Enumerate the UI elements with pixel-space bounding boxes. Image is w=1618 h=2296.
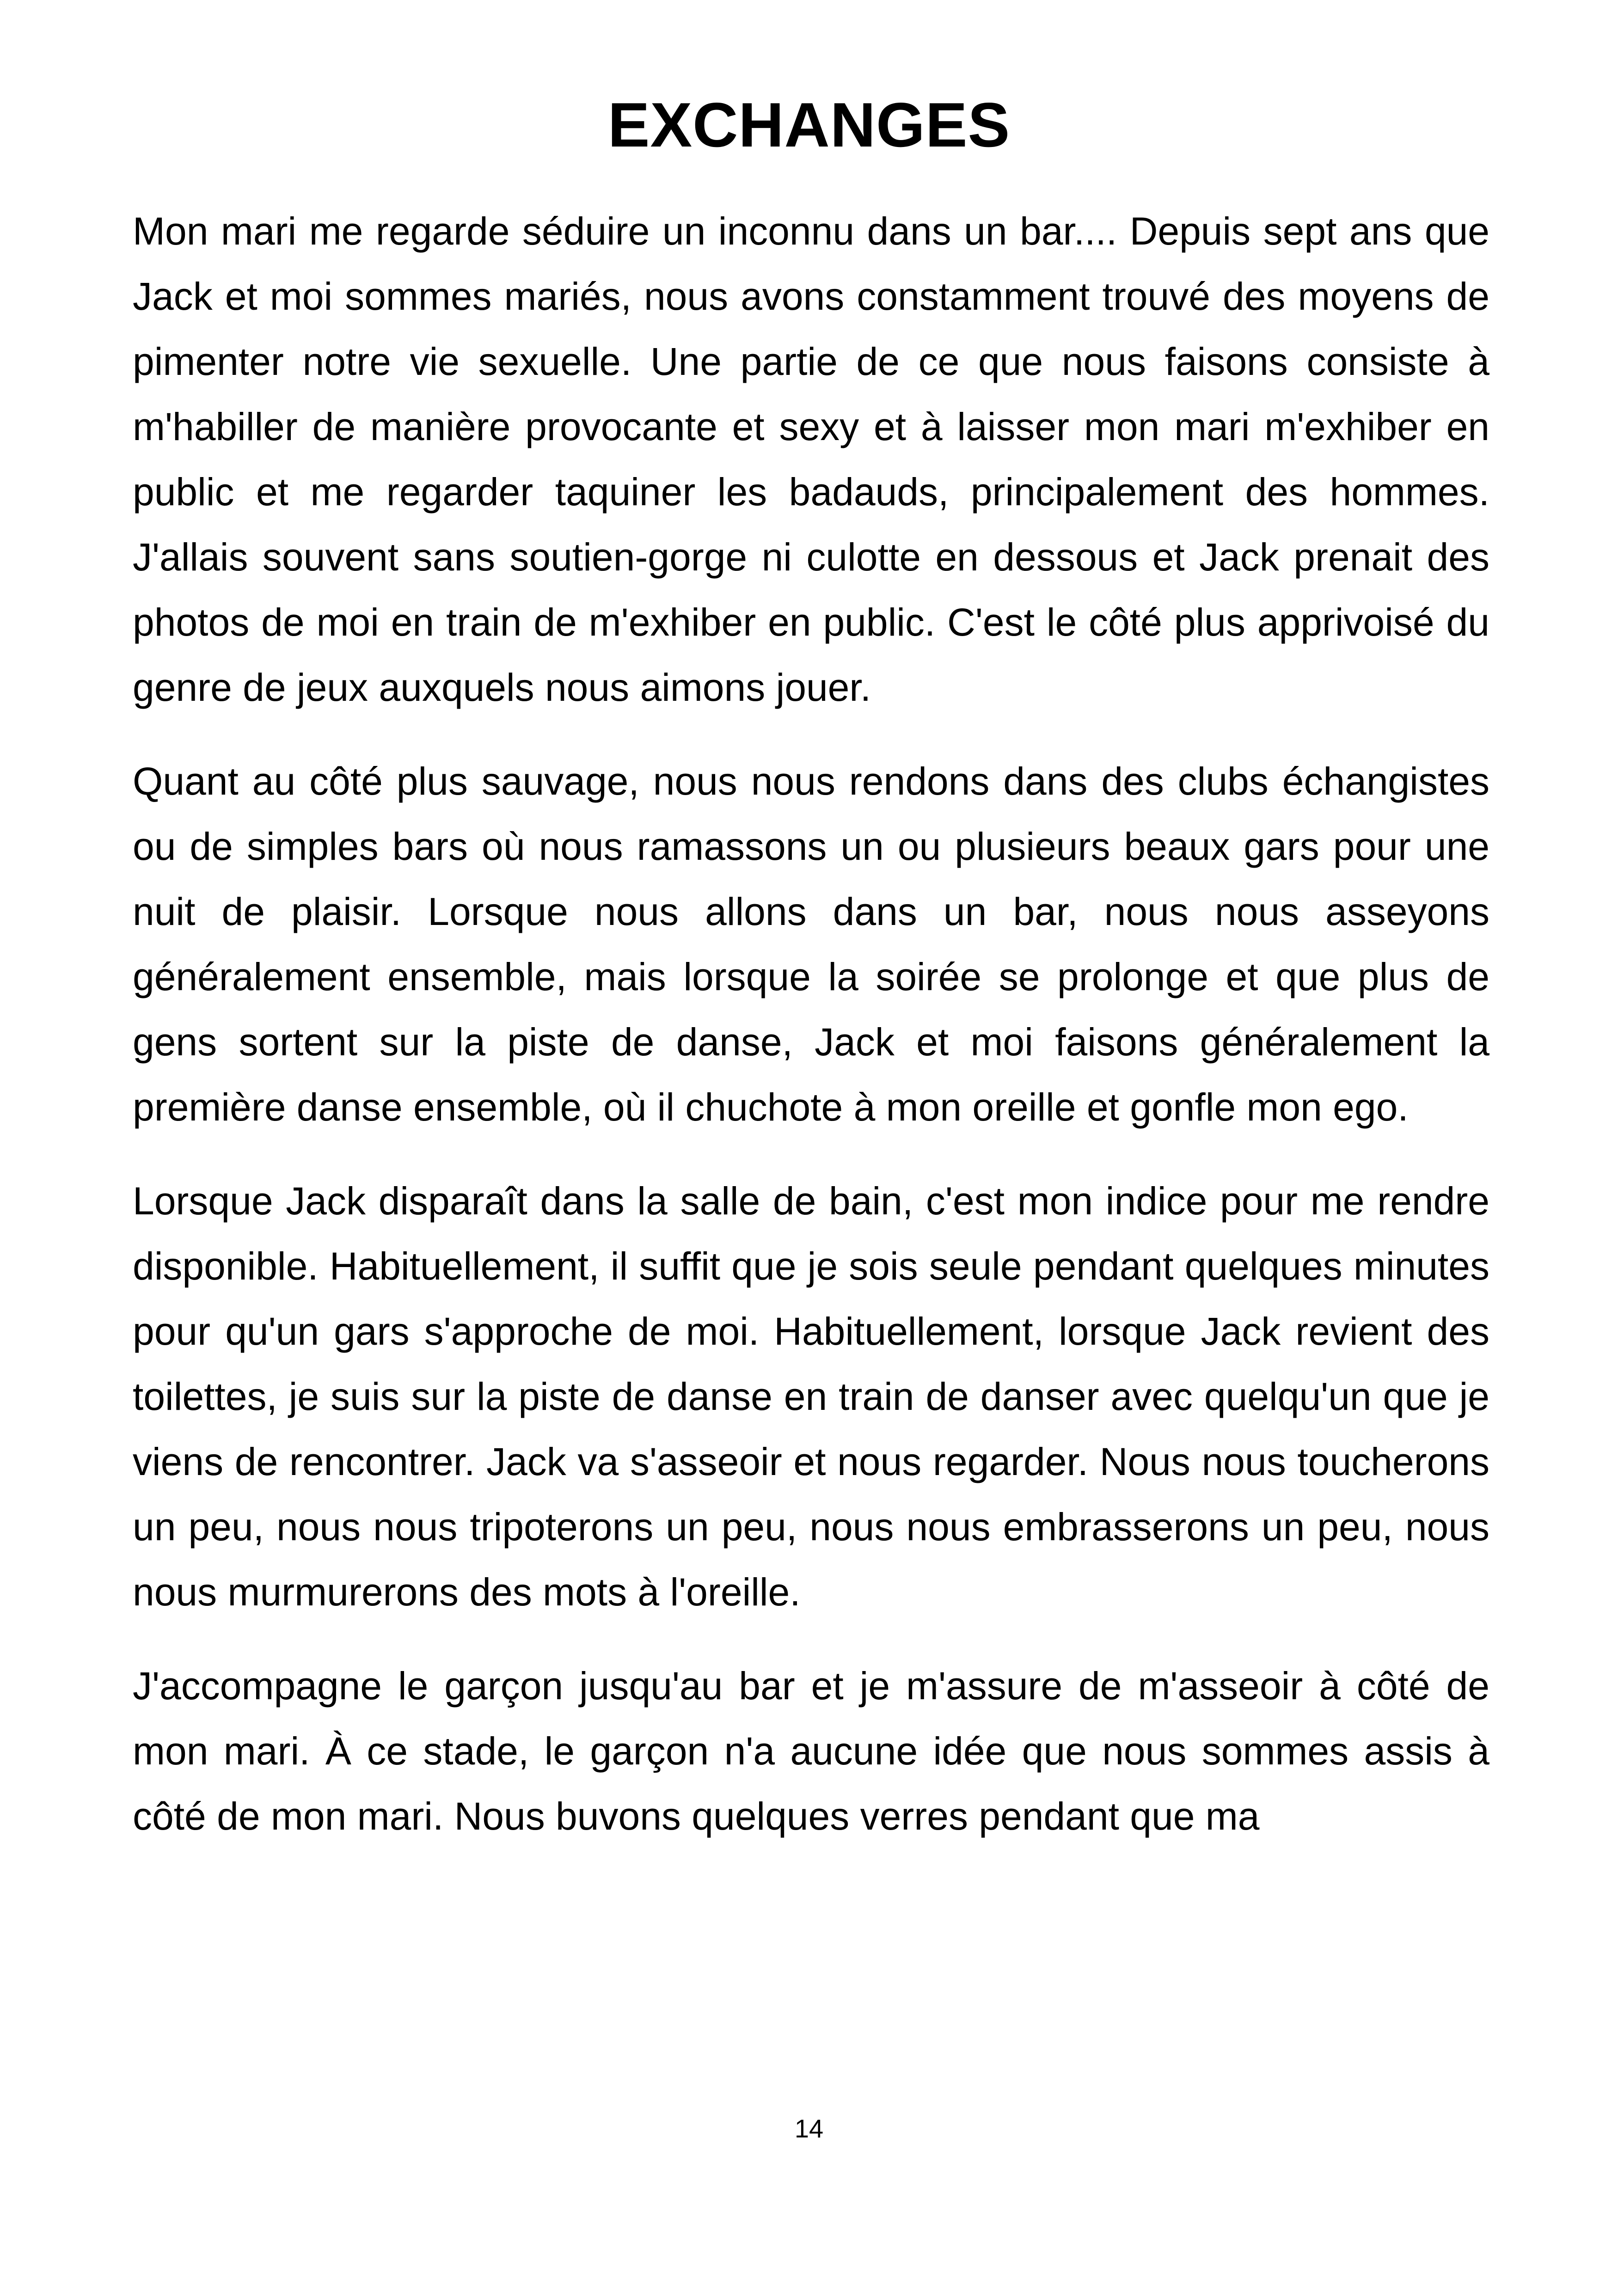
page-title: EXCHANGES [607,90,1011,160]
paragraph-3: Lorsque Jack disparaît dans la salle de bain, c'est mon indice pour me rendre disponible. Habituellement, il suffit que je sois seule pendant quelques minutes pour qu'un gars s'approche de moi. Habituellement, lorsque Jack revient des toilettes, je suis sur la piste de danse en train de danser avec quelqu'un que je viens de rencontrer. Jack va s'asseoir et nous regarder. Nous nous toucherons un peu, nous nous tripoterons un peu, nous nous embrasserons un peu, nous nous murmurerons des mots à l'oreille. [133,1179,1489,1614]
paragraph-4: J'accompagne le garçon jusqu'au bar et je m'assure de m'asseoir à côté de mon mari. À ce stade, le garçon n'a aucune idée que nous sommes assis à côté de mon mari. Nous buvons quelques verres pendant que ma [133,1664,1489,1838]
paragraph-1: Mon mari me regarde séduire un inconnu dans un bar.... Depuis sept ans que Jack et moi sommes mariés, nous avons constamment trouvé des moyens de pimenter notre vie sexuelle. Une partie de ce que nous faisons consiste à m'habiller de manière provocante et sexy et à laisser mon mari m'exhiber en public et me regarder taquiner les badauds, principalement des hommes. J'allais souvent sans soutien-gorge ni culotte en dessous et Jack prenait des photos de moi en train de m'exhiber en public. C'est le côté plus apprivoisé du genre de jeux auxquels nous aimons jouer. [133,209,1489,709]
paragraph-2: Quant au côté plus sauvage, nous nous rendons dans des clubs échangistes ou de simples bars où nous ramassons un ou plusieurs beaux gars pour une nuit de plaisir. Lorsque nous allons dans un bar, nous nous asseyons généralement ensemble, mais lorsque la soirée se prolonge et que plus de gens sortent sur la piste de danse, Jack et moi faisons généralement la première danse ensemble, où il chuchote à mon oreille et gonfle mon ego. [133,759,1489,1129]
page-number: 14 [794,2114,824,2143]
body-text [133,199,1489,1878]
